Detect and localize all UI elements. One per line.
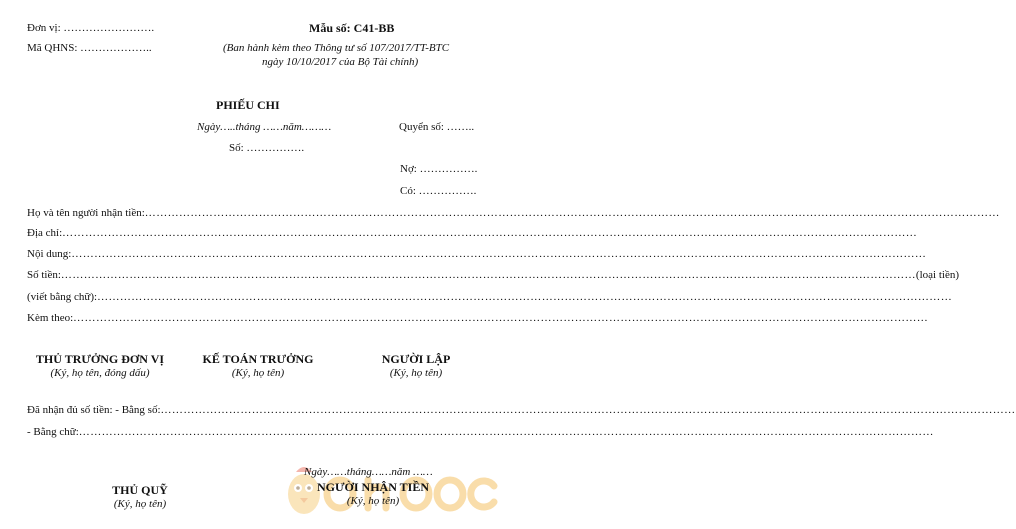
content-label: Nội dung: bbox=[27, 248, 72, 260]
address-label: Địa chỉ: bbox=[27, 227, 63, 239]
head-of-unit-note: (Ký, họ tên, đóng dấu) bbox=[50, 367, 150, 379]
content-field[interactable] bbox=[27, 248, 927, 260]
amount-field[interactable] bbox=[27, 269, 959, 281]
preparer-title: NGƯỜI LẬP bbox=[381, 352, 451, 366]
credit-account: Có: ……………. bbox=[400, 185, 477, 197]
chief-accountant-note: (Ký, họ tên) bbox=[231, 367, 285, 379]
issued-by-line2: ngày 10/10/2017 của Bộ Tài chính) bbox=[262, 56, 419, 68]
signature-chief-accountant bbox=[192, 352, 324, 379]
amount-words-label: (viết bằng chữ): bbox=[27, 291, 98, 303]
address-dots: ……………………………………………………………………………………………………………………………………………………………………………………………………… bbox=[62, 227, 918, 239]
signature-head-of-unit bbox=[20, 352, 180, 379]
attached-dots: ……………………………………………………………………………………………………………………………………………………………………………………………………… bbox=[73, 312, 929, 324]
recipient-label: Họ và tên người nhận tiền: bbox=[27, 207, 145, 219]
document-title: PHIẾU CHI bbox=[216, 98, 280, 112]
debit-account: Nợ: ……………. bbox=[400, 163, 478, 175]
amount-label: Số tiền: bbox=[27, 269, 61, 281]
address-field[interactable] bbox=[27, 227, 918, 239]
recipient-field[interactable] bbox=[27, 207, 1000, 219]
cashier-note: (Ký, họ tên) bbox=[113, 498, 167, 510]
receipt-date-line: Ngày……tháng……năm …… bbox=[304, 466, 433, 478]
unit-label: Đơn vị: ……………………. bbox=[27, 22, 155, 34]
received-number-label: Đã nhận đủ số tiền: - Bằng số: bbox=[27, 404, 161, 416]
signature-receiver bbox=[308, 480, 438, 507]
receiver-title: NGƯỜI NHẬN TIỀN bbox=[316, 480, 429, 494]
amount-words-field[interactable] bbox=[27, 291, 953, 303]
currency-type-label: (loại tiền) bbox=[915, 269, 959, 281]
attached-field[interactable] bbox=[27, 312, 929, 324]
date-line: Ngày…..tháng ……năm……… bbox=[197, 121, 332, 133]
received-number-dots: ……………………………………………………………………………………………………………………………………………………………………………………………………… bbox=[160, 404, 1016, 416]
received-words-field[interactable] bbox=[27, 426, 934, 438]
signature-preparer bbox=[366, 352, 466, 379]
head-of-unit-title: THỦ TRƯỞNG ĐƠN VỊ bbox=[35, 352, 165, 366]
form-number: Mẫu số: C41-BB bbox=[309, 21, 395, 35]
preparer-note: (Ký, họ tên) bbox=[389, 367, 443, 379]
signature-cashier bbox=[90, 483, 190, 510]
received-words-label: - Bằng chữ: bbox=[27, 426, 79, 438]
qhns-label: Mã QHNS: ……………….. bbox=[27, 42, 152, 54]
issued-by-line1: (Ban hành kèm theo Thông tư số 107/2017/TT-BTC bbox=[223, 42, 450, 54]
amount-dots: ……………………………………………………………………………………………………………………………………………………………………………………………………… bbox=[60, 269, 916, 281]
voucher-number: Số: ……………. bbox=[229, 142, 305, 154]
recipient-dots: ……………………………………………………………………………………………………………………………………………………………………………………………………… bbox=[144, 207, 1000, 219]
received-words-dots: ……………………………………………………………………………………………………………………………………………………………………………………………………… bbox=[78, 426, 934, 438]
received-number-field[interactable] bbox=[27, 404, 1016, 416]
content-dots: ……………………………………………………………………………………………………………………………………………………………………………………………………… bbox=[71, 248, 927, 260]
attached-label: Kèm theo: bbox=[27, 312, 74, 324]
chief-accountant-title: KẾ TOÁN TRƯỞNG bbox=[202, 352, 314, 366]
receiver-note: (Ký, họ tên) bbox=[346, 495, 400, 507]
cashier-title: THỦ QUỸ bbox=[112, 483, 168, 497]
amount-words-dots: ……………………………………………………………………………………………………………………………………………………………………………………………………… bbox=[97, 291, 953, 303]
book-number: Quyển số: …….. bbox=[399, 121, 475, 133]
